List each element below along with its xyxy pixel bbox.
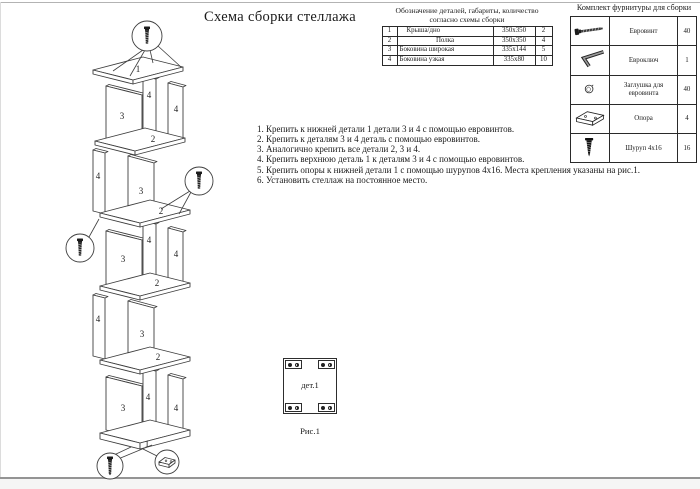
instruction-step: 1. Крепить к нижней детали 1 детали 3 и 4 с помощью евровинтов. [257,124,515,134]
parts-table-section [381,6,553,66]
parts-cell-size: 335х80 [493,56,535,66]
parts-cell-name: Крыша/дно [397,27,493,37]
parts-cell-num: 1 [382,27,397,37]
parts-cell-qty: 2 [535,27,552,37]
diagram-part-label: 4 [145,392,151,402]
parts-cell-qty: 4 [535,36,552,46]
diagram-part-label: 2 [150,134,156,144]
hardware-cell-icon [571,75,610,104]
diagram-part-label: 1 [144,439,150,449]
euroscrew-icon [572,18,608,42]
parts-cell-name: Боковина узкая [397,56,493,66]
parts-table-row [382,36,552,46]
hardware-cell-qty: 1 [677,46,696,75]
diagram-part-label: 3 [120,254,126,264]
diagram-part-label: 3 [139,329,145,339]
diagram-part-label: 3 [138,186,144,196]
euroscrew-icon [196,172,202,175]
hardware-table-row [571,46,697,75]
parts-cell-name: Полка [397,36,493,46]
parts-table-row [382,46,552,56]
parts-table-row [382,27,552,37]
screw-hole-icon [321,406,325,410]
parts-cell-name: Боковина широкая [397,46,493,56]
support-plate-icon [285,360,302,369]
callout-leader-line [89,219,99,237]
support-plate-icon [318,403,335,412]
diagram-part-label: 4 [146,235,152,245]
screw-hole-icon [328,406,332,410]
hardware-table-row [571,17,697,46]
hardware-table-title: Комплект фурнитуры для сборки [576,3,692,12]
diagram-part-label: 4 [173,403,179,413]
support-plate-icon [285,403,302,412]
screw-icon [107,457,113,460]
diagram-part-label: 4 [173,104,179,114]
instruction-step: 5. Крепить опоры к нижней детали 1 с помощью шурупов 4х16. Места крепления указаны на рис.1. [257,164,640,175]
shelving-assembly-diagram [0,0,250,489]
eurokey-icon [572,47,608,71]
screw-hole-icon [328,363,332,367]
screw-hole-icon [295,406,299,410]
diagram-part-label: 4 [146,90,152,100]
diagram-part-label: 2 [154,278,160,288]
hardware-cell-qty: 16 [677,134,696,163]
parts-table-title [381,6,553,24]
hardware-cell-name: Шуруп 4х16 [610,134,678,163]
screw-hole-icon [321,363,325,367]
euroscrew-icon [77,239,83,242]
screw-hole-icon [295,363,299,367]
euroscrew-icon [144,27,150,30]
parts-cell-size: 350х350 [493,36,535,46]
instruction-step: 3. Аналогично крепить все детали 2, 3 и 4. [257,144,421,155]
parts-table [382,26,553,65]
parts-cell-size: 350х350 [493,27,535,37]
screw-hole-icon [288,406,292,410]
diagram-part-label: 4 [173,249,179,259]
callout-leader-line [114,447,131,455]
hardware-cell-qty: 40 [677,17,696,46]
hardware-cell-icon [571,46,610,75]
diagram-part-label: 3 [119,111,125,121]
diagram-part-label: 4 [95,171,101,181]
diagram-part-label: 2 [158,206,164,216]
hardware-cell-name: Евроключ [610,46,678,75]
side-panel-4 [93,150,105,214]
hardware-cell-qty: 4 [677,104,696,133]
parts-cell-num: 4 [382,56,397,66]
figure-part-label: дет.1 [301,380,319,390]
hardware-cell-qty: 40 [677,75,696,104]
instruction-step: 6. Установить стеллаж на постоянное место. [257,174,428,185]
parts-cell-size: 335х144 [493,46,535,56]
diagram-part-label: 2 [155,352,161,362]
figure-caption: Рис.1 [300,426,320,436]
parts-cell-num: 3 [382,46,397,56]
instruction-step: 2. Крепить к деталям 3 и 4 деталь с помощью евровинтов. [257,134,480,145]
parts-cell-qty: 10 [535,56,552,66]
instruction-step: 4. Крепить верхнюю деталь 1 к деталям 3 и 4 с помощью евровинтов. [257,154,525,165]
parts-table-title-line1: Обозначение деталей, габариты, количество [395,6,539,15]
hardware-cell-name: Опора [610,104,678,133]
parts-cell-num: 2 [382,36,397,46]
diagram-part-label: 3 [120,403,126,413]
page-title: Схема сборки стеллажа [204,9,356,25]
screw-hole-icon [288,363,292,367]
support-plate-icon [318,360,335,369]
diagram-part-label: 1 [135,64,141,74]
hardware-cell-icon [571,17,610,46]
side-panel-4 [93,295,105,359]
cap-icon [572,77,608,101]
parts-table-row [382,56,552,66]
assembly-instructions [257,124,640,185]
parts-cell-qty: 5 [535,46,552,56]
figure-det1 [283,358,337,414]
callout-leader-line [143,449,157,456]
hardware-cell-name: Заглушка для евровинта [610,75,678,104]
hardware-table-row [571,75,697,104]
hardware-cell-name: Евровинт [610,17,678,46]
parts-table-title-line2: согласно схемы сборки [429,15,505,25]
diagram-part-label: 4 [95,314,101,324]
